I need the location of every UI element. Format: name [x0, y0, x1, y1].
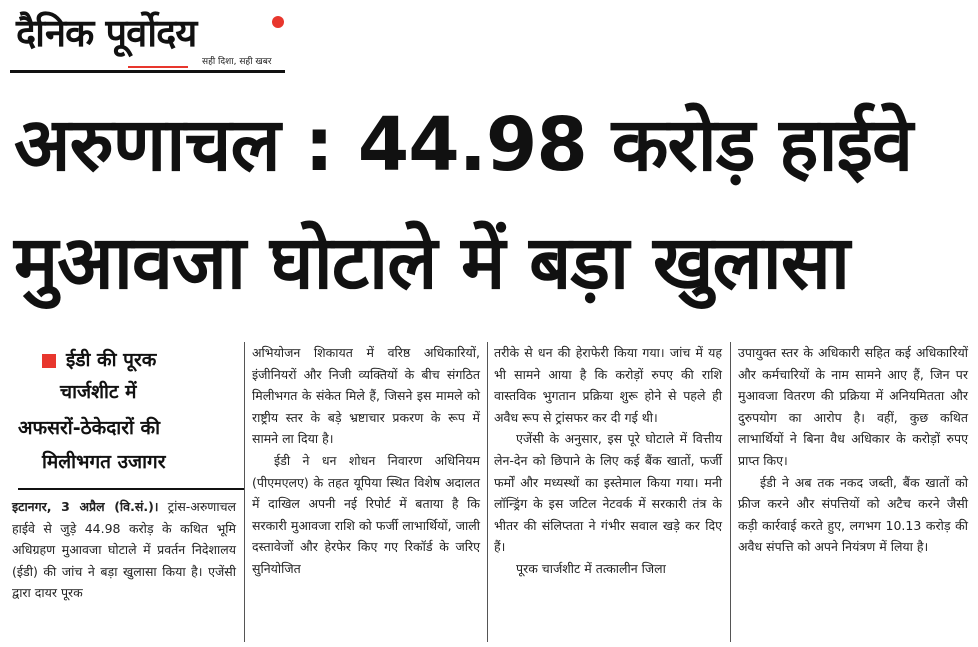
- masthead-rule: [10, 70, 285, 73]
- article-paragraph: ईडी ने अब तक नकद जब्ती, बैंक खातों को फ्रीज करने और संपत्तियों को अटैच करने जैसी कड़ी कार्रवाई करते हुए, लगभग 10.13 करोड़ की अवैध संपत्ति को अपने नियंत्रण में लिया है।: [738, 474, 968, 555]
- newspaper-tagline: सही दिशा, सही खबर: [202, 57, 272, 67]
- subheadline-line-1: ईडी की पूरक: [66, 349, 157, 371]
- subheadline: [10, 340, 238, 490]
- article-paragraph: उपायुक्त स्तर के अधिकारी सहित कई अधिकारियों और कर्मचारियों के नाम सामने आए हैं, जिन पर मुआवजा वितरण की प्रक्रिया में अनियमितता और दुरुपयोग का आरोप है। वहीं, कुछ कथित लाभार्थियों ने बिना वैध अधिकार के करोड़ों रुपए प्राप्त किए।: [738, 345, 968, 468]
- masthead: [10, 4, 285, 72]
- subheadline-line-2: चार्जशीट में: [60, 381, 137, 403]
- article-column-3: [494, 342, 722, 580]
- subheadline-line-3: अफसरों-ठेकेदारों की: [18, 417, 161, 439]
- article-paragraph: तरीके से धन की हेराफेरी किया गया। जांच में यह भी सामने आया है कि करोड़ों रुपए की राशि वास्तविक भुगतान प्रक्रिया शुरू होने से पहले ही अवैध रूप से ट्रांसफर कर दी गई थी।: [494, 345, 722, 425]
- article-paragraph: एजेंसी के अनुसार, इस पूरे घोटाले में वित्तीय लेन-देन को छिपाने के लिए कई बैंक खातों, फर्जी फर्मों और मध्यस्थों का इस्तेमाल किया गया। मनी लॉन्ड्रिंग के इस जटिल नेटवर्क में सरकारी तंत्र के भीतर की संलिप्तता ने गंभीर सवाल खड़े कर दिए हैं।: [494, 431, 722, 555]
- newspaper-title: दैनिक पूर्वोदय: [16, 11, 197, 55]
- headline-line-1: अरुणाचल : 44.98 करोड़ हाईवे: [14, 102, 913, 188]
- logo-dot-icon: [272, 16, 284, 28]
- masthead-accent: [128, 66, 188, 68]
- subheadline-line-4: मिलीभगत उजागर: [42, 451, 166, 473]
- subheadline-rule: [18, 488, 244, 490]
- article-paragraph: ईडी ने धन शोधन निवारण अधिनियम (पीएमएलए) के तहत यूपिया स्थित विशेष अदालत में दाखिल अपनी नई रिपोर्ट में बताया है कि सरकारी मुआवजा राशि को फर्जी लाभार्थियों, जाली दस्तावेजों और हेरफेर किए गए रिकॉर्ड के जरिए सुनियोजित: [252, 452, 480, 576]
- headline-line-2: मुआवजा घोटाले में बड़ा खुलासा: [14, 220, 850, 306]
- article-paragraph: अभियोजन शिकायत में वरिष्ठ अधिकारियों, इंजीनियरों और निजी व्यक्तियों के बीच संगठित मिलीभगत के संकेत मिले हैं, जिसने इस मामले को राष्ट्रीय स्तर के बड़े भ्रष्टाचार प्रकरण के रूप में सामने ला दिया है।: [252, 345, 480, 447]
- article-text: ट्रांस-अरुणाचल हाईवे से जुड़े 44.98 करोड़ के कथित भूमि अधिग्रहण मुआवजा घोटाले में प्रवर्तन निदेशालय (ईडी) की जांच ने बड़ा खुलासा किया है। एजेंसी द्वारा दायर पूरक: [12, 499, 236, 601]
- column-divider: [487, 342, 488, 642]
- bullet-square-icon: [42, 354, 56, 368]
- article-column-4: [738, 342, 968, 558]
- article-column-1: [12, 496, 236, 604]
- column-divider: [730, 342, 731, 642]
- article-column-2: [252, 342, 480, 580]
- dateline: इटानगर, 3 अप्रैल (वि.सं.)।: [12, 499, 159, 514]
- column-divider: [244, 342, 245, 642]
- article-paragraph: पूरक चार्जशीट में तत्कालीन जिला: [516, 560, 666, 576]
